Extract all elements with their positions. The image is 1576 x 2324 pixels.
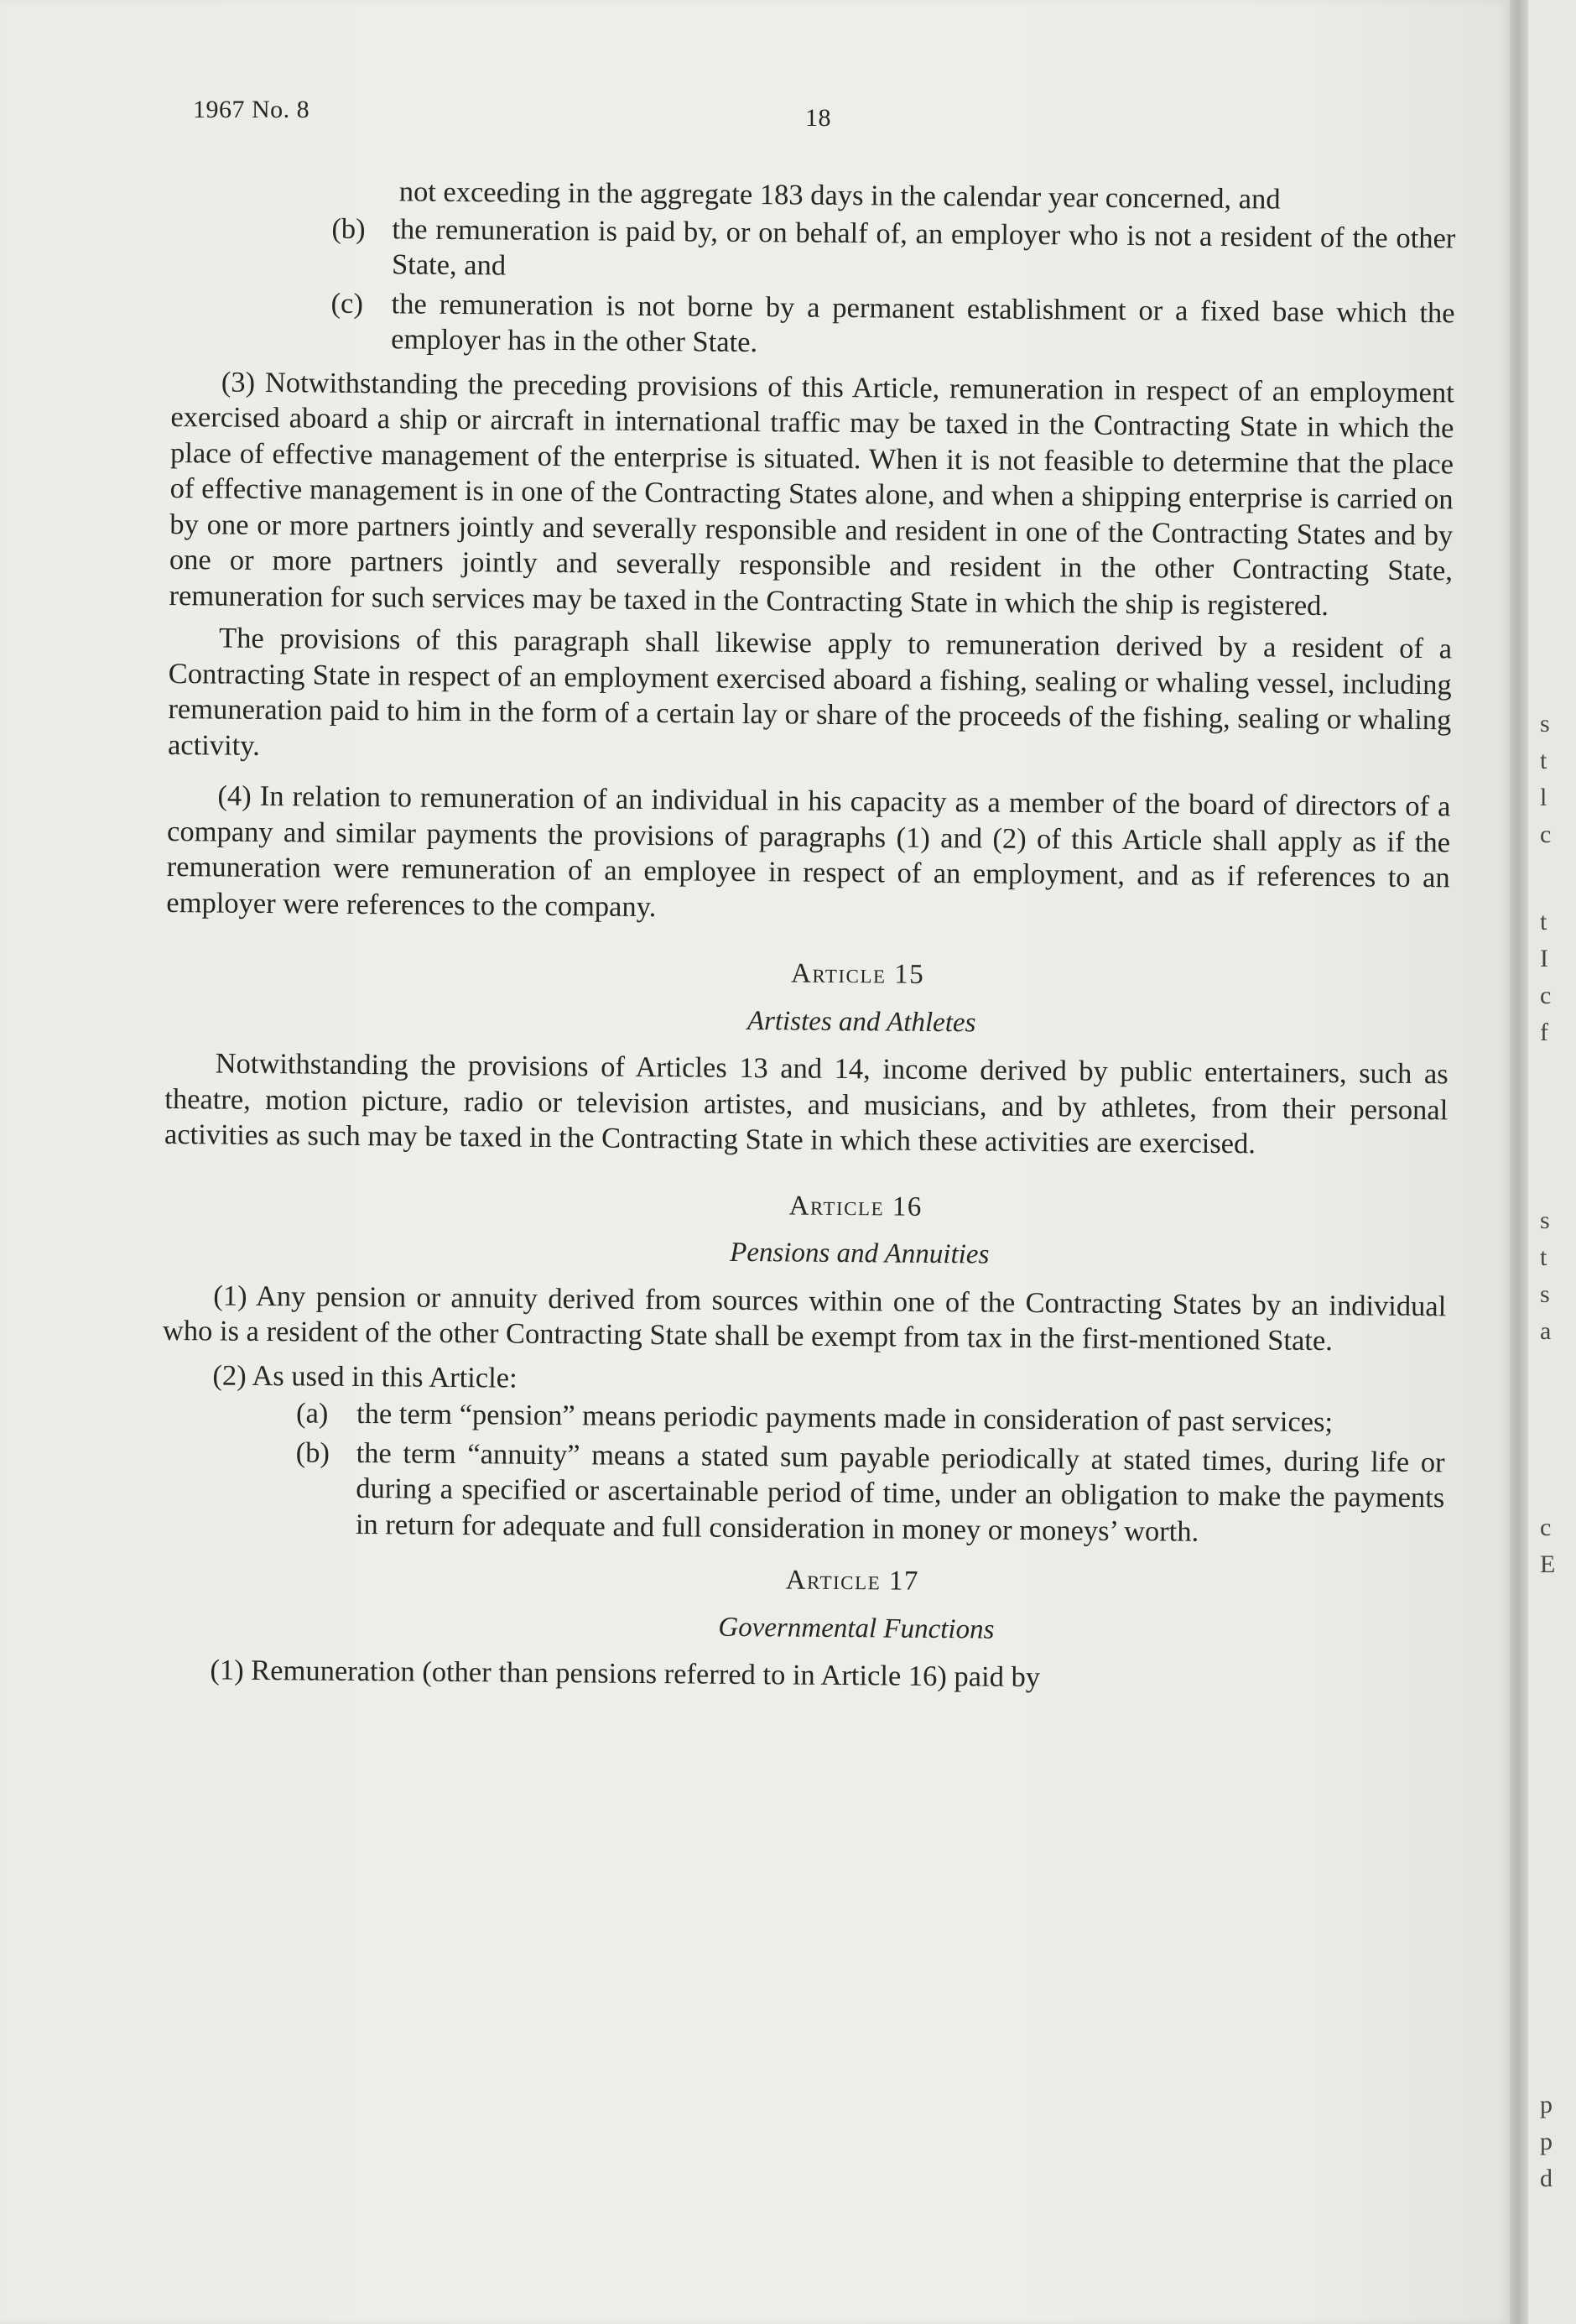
- facing-page-letter: I: [1540, 945, 1548, 972]
- facing-page-letter: c: [1540, 1514, 1552, 1541]
- facing-page-letter: E: [1540, 1550, 1556, 1578]
- page-body: [159, 172, 1456, 1699]
- page-number: 18: [805, 104, 831, 132]
- item-text: the remuneration is not borne by a permanent establishment or a fixed base which the employer has in the other State.: [391, 287, 1455, 359]
- article-15-heading: Article 15: [790, 958, 925, 990]
- item-label: (a): [295, 1397, 329, 1430]
- facing-page-letter: c: [1540, 821, 1552, 848]
- facing-page-letter: s: [1540, 710, 1550, 737]
- article-16-title: Pensions and Annuities: [730, 1237, 990, 1270]
- article-15-text: Notwithstanding the provisions of Articles 13 and 14, income derived by public entertainers, such as theatre, motion picture, radio or television artistes, and musicians, and by athletes, from their personal activities as such may be taxed in the Contracting State in which these activities are exercised.: [164, 1047, 1449, 1160]
- article-16-heading: Article 16: [788, 1190, 923, 1222]
- book-gutter: [1510, 0, 1528, 2324]
- facing-page-letter: p: [1540, 2091, 1553, 2118]
- facing-page-letter: t: [1540, 908, 1547, 935]
- facing-page-letter: s: [1540, 1280, 1550, 1308]
- facing-page-letter: a: [1540, 1317, 1552, 1345]
- facing-page-letter: f: [1540, 1019, 1548, 1046]
- article-17-paragraph-1: (1) Remuneration (other than pensions referred to in Article 16) paid by: [210, 1654, 1041, 1694]
- item-label: (b): [331, 212, 366, 245]
- paragraph-3: (3) Notwithstanding the preceding provisions of this Article, remuneration in respect of an employment exercised aboard a ship or aircraft in international traffic may be taxed in the Contracting State in which the place of effective management of the enterprise is situated. When it is not feasible to determine that the place of effective management is in one of the Contracting States alone, and when a shipping enterprise is carried on by one or more partners jointly and severally responsible and resident in one of the Contracting States and by one or more partners jointly and severally responsible and resident in the other Contracting State, remuneration for such services may be taxed in the Contracting State in which the ship is registered.: [169, 366, 1454, 622]
- article-17-heading: Article 17: [785, 1565, 920, 1597]
- facing-page-letter: c: [1540, 982, 1552, 1009]
- facing-page-letter: s: [1540, 1206, 1550, 1234]
- item-text: the term “annuity” means a stated sum payable periodically at stated times, during life or during a specified or ascertainable period of time, under an obligation to make the payments in return for adequate and full consideration in money or moneys’ worth.: [355, 1436, 1445, 1548]
- article-15-title: Artistes and Athletes: [746, 1005, 976, 1038]
- article-16-item-b: [161, 1433, 1445, 1551]
- article-16-paragraph-1: (1) Any pension or annuity derived from sources within one of the Contracting States by an individual who is a resident of the other Contracting State shall be exempt from tax in the first-mentioned State.: [162, 1279, 1447, 1357]
- facing-page-letter: d: [1540, 2165, 1553, 2192]
- item-text: the remuneration is paid by, or on behalf of, an employer who is not a resident of the other State, and: [391, 212, 1456, 282]
- facing-page-edge: [1528, 0, 1576, 2324]
- facing-page-letter: t: [1540, 747, 1547, 774]
- paragraph-3-continued: The provisions of this paragraph shall likewise apply to remuneration derived by a resident of a Contracting State in respect of an employment exercised aboard a fishing, sealing or whaling vessel, including remuneration paid to him in the form of a certain lay or share of the proceeds of the fishing, sealing or whaling activity.: [167, 622, 1453, 762]
- item-label: (c): [330, 287, 364, 320]
- facing-page-letter: p: [1540, 2128, 1553, 2155]
- article-17-title: Governmental Functions: [718, 1612, 995, 1645]
- list-item-c: [171, 284, 1455, 366]
- continued-text: not exceeding in the aggregate 183 days in the calendar year concerned, and: [398, 175, 1281, 216]
- paragraph-4: (4) In relation to remuneration of an individual in his capacity as a member of the board of directors of a company and similar payments the provisions of paragraphs (1) and (2) of this Article shall apply as if the remuneration were remuneration of an employee in respect of an employment, and as if references to an employer were references to the company.: [166, 779, 1451, 923]
- facing-page-letter: l: [1540, 784, 1547, 811]
- item-text: the term “pension” means periodic payments made in consideration of past services;: [356, 1397, 1334, 1439]
- facing-page-letter: t: [1540, 1243, 1547, 1271]
- running-header-year: 1967 No. 8: [193, 96, 310, 123]
- list-item-b: [172, 209, 1456, 291]
- item-label: (b): [295, 1436, 330, 1469]
- article-16-paragraph-2: (2) As used in this Article:: [212, 1358, 518, 1394]
